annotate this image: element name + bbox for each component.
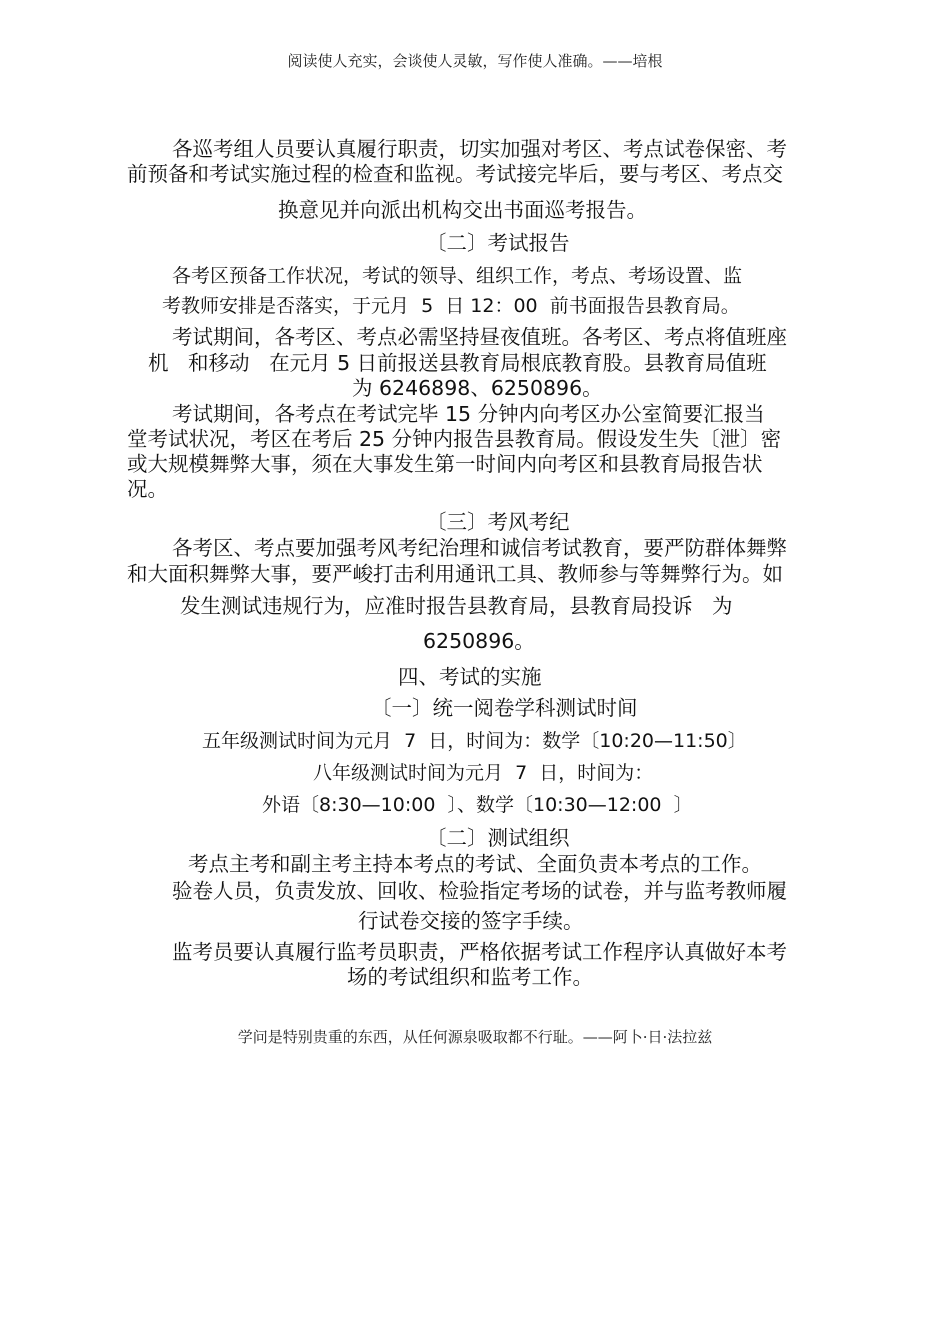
paragraph-line: 前预备和考试实施过程的检查和监视。考试接完毕后，要与考区、考点交 — [127, 162, 783, 186]
paragraph-line: 各巡考组人员要认真履行职责，切实加强对考区、考点试卷保密、考 — [172, 137, 787, 161]
paragraph-line: 堂考试状况，考区在考后 25 分钟内报告县教育局。假设发生失〔泄〕密 — [127, 427, 782, 451]
paragraph-line: 机 和移动 在元月 5 日前报送县教育局根底教育股。县教育局值班 — [148, 351, 767, 375]
paragraph-line: 为 6246898、6250896。 — [352, 376, 603, 400]
section-heading: 〔一〕统一阅卷学科测试时间 — [371, 696, 638, 720]
paragraph-line: 换意见并向派出机构交出书面巡考报告。 — [278, 198, 647, 222]
section-heading: 〔二〕测试组织 — [426, 826, 570, 850]
schedule-line: 五年级测试时间为元月 7 日，时间为：数学〔10:20—11:50〕 — [202, 730, 747, 752]
paragraph-line: 和大面积舞弊大事，要严峻打击利用通讯工具、教师参与等舞弊行为。如 — [127, 562, 783, 586]
paragraph-line: 监考员要认真履行监考员职责，严格依据考试工作程序认真做好本考 — [172, 940, 787, 964]
section-heading: 〔二〕考试报告 — [426, 231, 570, 255]
paragraph-line: 考试期间，各考区、考点必需坚持昼夜值班。各考区、考点将值班座 — [172, 325, 787, 349]
paragraph-line: 发生测试违规行为，应准时报告县教育局，县教育局投诉 为 — [180, 594, 733, 618]
paragraph-line: 验卷人员，负责发放、回收、检验指定考场的试卷，并与监考教师履 — [172, 879, 787, 903]
paragraph-line: 考点主考和副主考主持本考点的考试、全面负责本考点的工作。 — [188, 852, 762, 876]
paragraph-line: 考试期间，各考点在考试完毕 15 分钟内向考区办公室简要汇报当 — [172, 402, 765, 426]
schedule-line: 外语〔8:30—10:00 〕、数学〔10:30—12:00 〕 — [262, 794, 693, 816]
paragraph-line: 行试卷交接的签字手续。 — [358, 909, 584, 933]
paragraph-line: 场的考试组织和监考工作。 — [347, 965, 593, 989]
section-heading: 四、考试的实施 — [398, 665, 542, 689]
paragraph-line: 况。 — [127, 477, 168, 501]
paragraph-line: 或大规模舞弊大事，须在大事发生第一时间内向考区和县教育局报告状 — [127, 452, 763, 476]
paragraph-line: 考教师安排是否落实，于元月 5 日 12：00 前书面报告县教育局。 — [162, 295, 740, 317]
header-quote: 阅读使人充实，会谈使人灵敏，写作使人准确。——培根 — [287, 52, 663, 70]
schedule-line: 八年级测试时间为元月 7 日，时间为： — [313, 762, 654, 784]
footer-quote: 学问是特别贵重的东西，从任何源泉吸取都不行耻。——阿卜·日·法拉兹 — [237, 1028, 713, 1046]
paragraph-line: 各考区预备工作状况，考试的领导、组织工作，考点、考场设置、监 — [172, 265, 743, 287]
section-heading: 〔三〕考风考纪 — [426, 510, 570, 534]
paragraph-line: 各考区、考点要加强考风考纪治理和诚信考试教育，要严防群体舞弊 — [172, 536, 787, 560]
paragraph-line: 6250896。 — [423, 629, 535, 653]
